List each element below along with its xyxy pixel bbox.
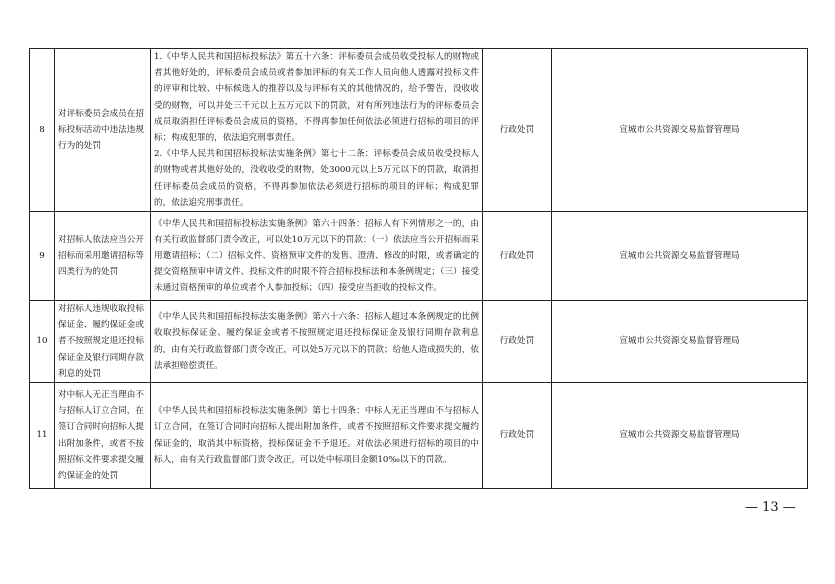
item-type: 行政处罚 [483,383,552,489]
row-number: 10 [30,301,55,383]
legal-basis [151,212,483,301]
basis-paragraph: 1.《中华人民共和国招标投标法》第五十六条：评标委员会成员收受投标人的财物或者其他好处的，评标委员会成员或者参加评标的有关工作人员向他人透露对投标文件的评审和比较、中标候选人的推荐以及与评标有关的其他情况的，给予警告，没收收受的财物，可以并处三千元以上五万元以下的罚款，对有所列违法行为的评标委员会成员取消担任评标委员会成员的资格，不得再参加任何依法必须进行招标的项目的评标；构成犯罪的，依法追究刑事责任。 [154,52,479,144]
basis-paragraph: 《中华人民共和国招标投标法实施条例》第七十四条：中标人无正当理由不与招标人订立合同，在签订合同时向招标人提出附加条件，或者不按照招标文件要求提交履约保证金的，取消其中标资格，投标保证金不予退还。对依法必须进行招标的项目的中标人，由有关行政监督部门责令改正，可以处中标项目金额10‰以下的罚款。 [154,406,479,465]
legal-basis [151,301,483,383]
responsible-org: 宣城市公共资源交易监督管理局 [552,212,808,301]
responsible-org: 宣城市公共资源交易监督管理局 [552,301,808,383]
item-name: 对中标人无正当理由不与招标人订立合同，在签订合同时向招标人提出附加条件，或者不按照招标文件要求提交履约保证金的处罚 [55,383,151,489]
row-number: 11 [30,383,55,489]
responsible-org: 宣城市公共资源交易监督管理局 [552,383,808,489]
item-type: 行政处罚 [483,49,552,212]
basis-paragraph: 2.《中华人民共和国招标投标法实施条例》第七十二条：评标委员会成员收受投标人的财物或者其他好处的，没收收受的财物，处3000元以上5万元以下的罚款，取消担任评标委员会成员的资格，不得再参加依法必须进行招标的项目的评标；构成犯罪的，依法追究刑事责任。 [154,149,479,208]
row-number: 9 [30,212,55,301]
basis-paragraph: 《中华人民共和国招标投标法实施条例》第六十四条：招标人有下列情形之一的，由有关行政监督部门责令改正，可以处10万元以下的罚款：（一）依法应当公开招标而采用邀请招标；（二）招标文件、资格预审文件的发售、澄清、修改的时限，或者确定的提交资格预审申请文件、投标文件的时限不符合招标投标法和本条例规定；（三）接受未通过资格预审的单位或者个人参加投标；（四）接受应当拒收的投标文件。 [154,218,479,294]
responsible-org: 宣城市公共资源交易监督管理局 [552,49,808,212]
table-row [30,301,808,383]
item-name: 对招标人依法应当公开招标而采用邀请招标等四类行为的处罚 [55,212,151,301]
row-number: 8 [30,49,55,212]
page-number: — 13 — [745,500,796,515]
penalty-table [29,48,808,489]
item-type: 行政处罚 [483,212,552,301]
basis-paragraph: 《中华人民共和国招标投标法实施条例》第六十六条：招标人超过本条例规定的比例收取投标保证金、履约保证金或者不按照规定退还投标保证金及银行同期存款利息的，由有关行政监督部门责令改正，可以处5万元以下的罚款；给他人造成损失的，依法承担赔偿责任。 [154,312,479,371]
item-name: 对评标委员会成员在招标投标活动中违法违规行为的处罚 [55,49,151,212]
table-row [30,212,808,301]
item-type: 行政处罚 [483,301,552,383]
legal-basis [151,383,483,489]
item-name: 对招标人违规收取投标保证金、履约保证金或者不按照规定退还投标保证金及银行同期存款利息的处罚 [55,301,151,383]
legal-basis [151,49,483,212]
table-row [30,49,808,212]
table-row [30,383,808,489]
